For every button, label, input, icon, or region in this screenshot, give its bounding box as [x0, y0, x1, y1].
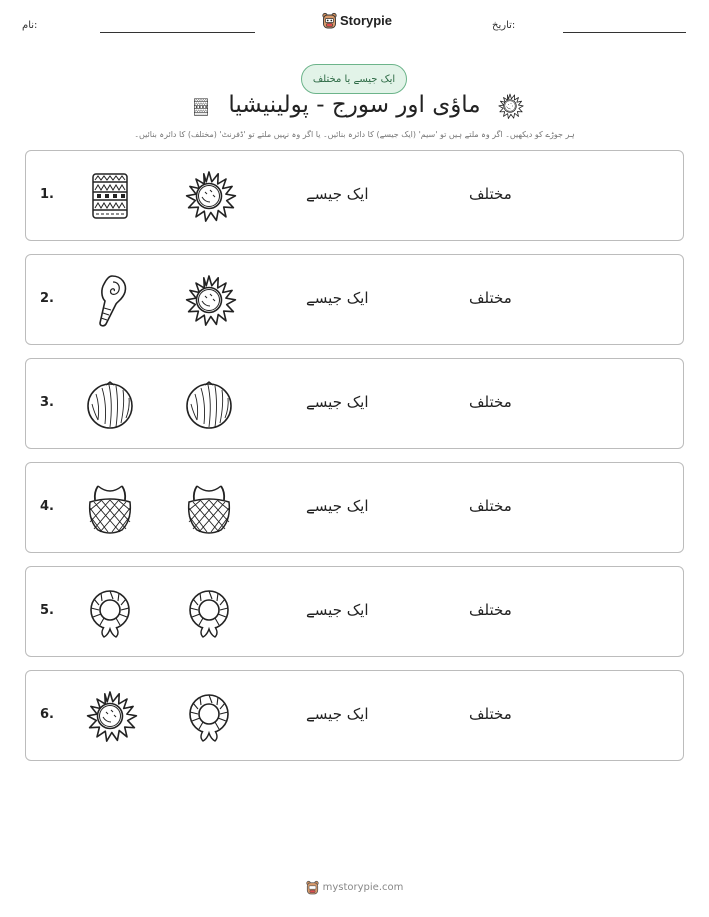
same-option[interactable]: ایک جیسے — [306, 185, 369, 203]
net-bag-icon — [181, 480, 237, 536]
sun-icon — [181, 168, 237, 224]
sun-icon — [82, 688, 138, 744]
rope-coil-icon — [82, 584, 138, 640]
activity-type-badge: ایک جیسے یا مختلف — [301, 64, 407, 94]
footer-site-link[interactable]: mystorypie.com — [322, 882, 404, 893]
pair-row-4 — [25, 462, 684, 553]
instructions-text: ہر جوڑے کو دیکھیں۔ اگر وہ ملتے ہیں تو 'سیم' (ایک جیسے) کا دائرہ بنائیں۔ یا اگر وہ نہیں ملتے تو 'ڈفرنٹ' (مختلف) کا دائرہ بنائیں۔ — [134, 130, 575, 139]
same-option[interactable]: ایک جیسے — [306, 601, 369, 619]
brand-logo — [322, 12, 392, 29]
different-option[interactable]: مختلف — [469, 705, 512, 723]
storypie-bear-icon — [306, 880, 319, 895]
rope-coil-icon — [181, 584, 237, 640]
row-number: 3. — [40, 395, 54, 410]
net-bag-icon — [82, 480, 138, 536]
pair-row-2 — [25, 254, 684, 345]
sun-icon — [496, 92, 524, 120]
pair-row-1 — [25, 150, 684, 241]
footer — [0, 880, 709, 895]
pair-row-6 — [25, 670, 684, 761]
sun-icon — [181, 272, 237, 328]
maui-hook-icon — [82, 272, 138, 328]
tapa-cloth-icon — [82, 168, 138, 224]
row-number: 1. — [40, 187, 54, 202]
brand-name: Storypie — [340, 13, 393, 28]
name-field-line[interactable] — [100, 32, 255, 33]
coconut-icon — [181, 376, 237, 432]
different-option[interactable]: مختلف — [469, 497, 512, 515]
row-number: 4. — [40, 499, 54, 514]
same-option[interactable]: ایک جیسے — [306, 393, 369, 411]
page-title: ماؤی اور سورج - پولینیشیا — [228, 92, 481, 118]
different-option[interactable]: مختلف — [469, 601, 512, 619]
different-option[interactable]: مختلف — [469, 185, 512, 203]
pair-row-3 — [25, 358, 684, 449]
same-option[interactable]: ایک جیسے — [306, 497, 369, 515]
rope-coil-icon — [181, 688, 237, 744]
row-number: 6. — [40, 707, 54, 722]
coconut-icon — [82, 376, 138, 432]
date-field-line[interactable] — [563, 32, 686, 33]
date-label: تاریخ: — [492, 20, 516, 31]
same-option[interactable]: ایک جیسے — [306, 289, 369, 307]
row-number: 2. — [40, 291, 54, 306]
same-option[interactable]: ایک جیسے — [306, 705, 369, 723]
different-option[interactable]: مختلف — [469, 393, 512, 411]
name-label: نام: — [22, 20, 38, 31]
different-option[interactable]: مختلف — [469, 289, 512, 307]
pair-row-5 — [25, 566, 684, 657]
storypie-bear-icon — [322, 12, 337, 29]
row-number: 5. — [40, 603, 54, 618]
